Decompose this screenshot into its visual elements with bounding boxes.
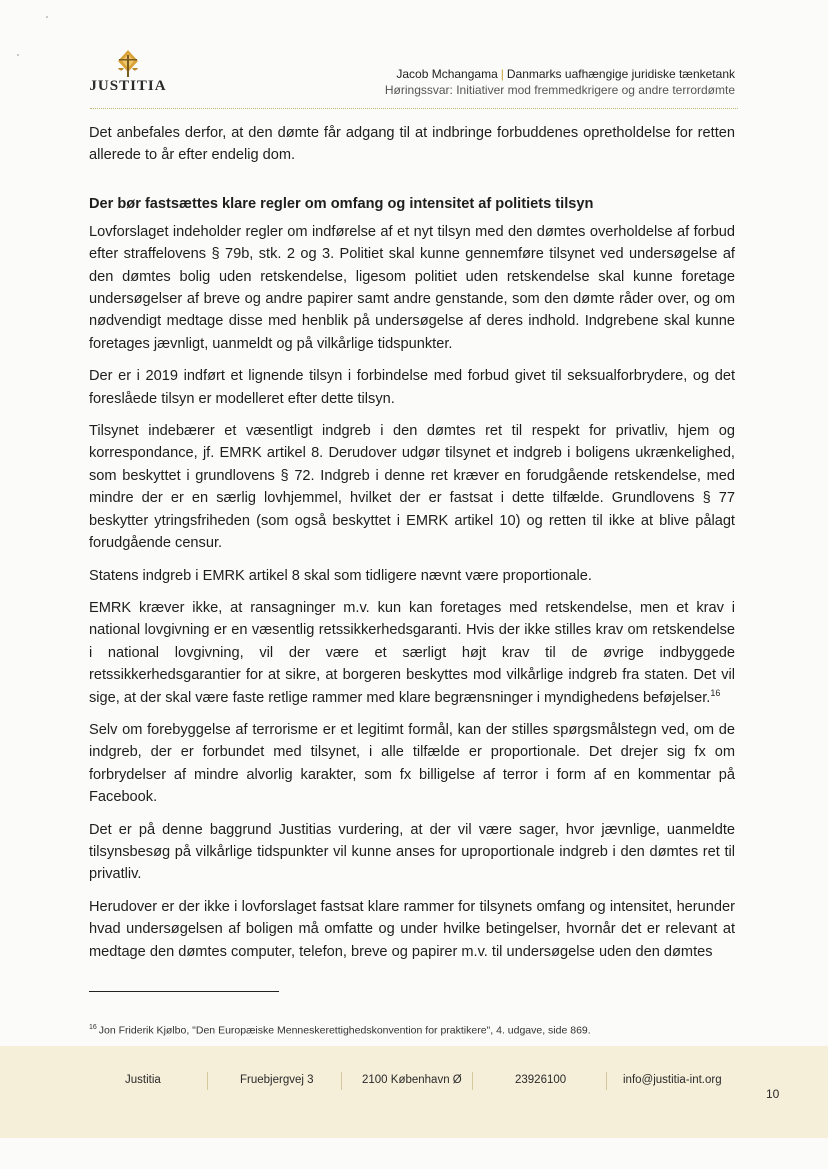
footer-divider: [472, 1072, 473, 1090]
footer-divider: [207, 1072, 208, 1090]
paragraph-9: Herudover er der ikke i lovforslaget fastsat klare rammer for tilsynets omfang og intensitet, herunder hvad undersøgelsen af boligen må omfatte og under hvilke betingelser, hvornår det er relevant at medtage den dømtes computer, telefon, breve og papirer m.v. til undersøgelse uden den dømtes: [89, 898, 735, 960]
footer-email[interactable]: info@justitia-int.org: [623, 1074, 722, 1086]
paragraph-2: Lovforslaget indeholder regler om indførelse af et nyt tilsyn med den dømtes overholdelse af forbud efter straffelovens § 79b, stk. 2 og 3. Politiet skal kunne gennemføre tilsynet ved undersøgelse af den dømtes bolig uden retskendelse, ligesom politiet uden retskendelse skal kunne foretage undersøgelser af breve og andre papirer samt andre genstande, som den dømte råder over, og om nødvendigt medtage disse med henblik på undersøgelse af deres indhold. Indgrebene skal kunne foretages jævnligt, uanmeldt og på vilkårlige tidspunkter.: [89, 223, 735, 352]
document-body: [89, 122, 735, 973]
page-footer: [0, 1072, 828, 1092]
paragraph-5: Statens indgreb i EMRK artikel 8 skal som tidligere nævnt være proportionale.: [89, 567, 592, 584]
header-author: Jacob Mchangama: [396, 67, 498, 81]
scan-speck: [46, 16, 48, 18]
footer-org: Justitia: [125, 1074, 161, 1086]
footnote-divider: [89, 991, 279, 992]
header-organization: Danmarks uafhængige juridiske tænketank: [506, 67, 735, 81]
footer-divider: [606, 1072, 607, 1090]
scan-speck: [17, 54, 19, 56]
paragraph-7: Selv om forebyggelse af terrorisme er et legitimt formål, kan der stilles spørgsmålstegn ved, om de indgreb, der er forbundet med tilsynet, i alle tilfælde er proportionale. Det drejer sig fx om forbrydelser af mindre alvorlig karakter, som fx billigelse af terror i form af en kommentar på Facebook.: [89, 721, 735, 806]
footer-phone: 23926100: [515, 1074, 567, 1086]
header-divider: [90, 108, 738, 109]
footer-street: Fruebjergvej 3: [240, 1074, 314, 1086]
paragraph-4: Tilsynet indebærer et væsentligt indgreb i den dømtes ret til respekt for privatliv, hjem og korrespondance, jf. EMRK artikel 8. Derudover udgør tilsynet et indgreb i boligens ukrænkelighed, som beskyttet i grundlovens § 72. Indgreb i denne ret kræver en forudgående retskendelse, med mindre der er en særlig lovhjemmel, hvilket der er fastsat i dette tilfælde. Grundlovens § 77 beskytter ytringsfriheden (som også beskyttet i EMRK artikel 10) og retten til ikke at blive pålagt forudgående censur.: [89, 423, 735, 552]
paragraph-6: [89, 597, 735, 709]
paragraph-3: Der er i 2019 indført et lignende tilsyn i forbindelse med forbud givet til seksualforbrydere, og det foreslåede tilsyn er modelleret efter dette tilsyn.: [89, 368, 735, 407]
scales-logo-icon: [108, 50, 148, 80]
section-heading: Der bør fastsættes klare regler om omfang og intensitet af politiets tilsyn: [89, 195, 594, 212]
footer-band: [0, 1046, 828, 1138]
logo-wordmark: JUSTITIA: [89, 78, 167, 94]
page-header: [385, 66, 735, 99]
footnote-number: 16: [89, 1024, 97, 1031]
justitia-logo: [88, 50, 168, 98]
header-separator: |: [500, 67, 504, 81]
footnote-reference[interactable]: 16: [710, 687, 721, 698]
paragraph-8: Det er på denne baggrund Justitias vurdering, at der vil være sager, hvor jævnlige, uanmeldte tilsynsbesøg på vilkårlige tidspunkter vil kunne anses for uproportionale indgreb i den dømtes ret til privatliv.: [89, 821, 735, 883]
footer-city: 2100 København Ø: [362, 1074, 462, 1086]
paragraph-1: Det anbefales derfor, at den dømte får adgang til at indbringe forbuddenes opretholdelse for retten allerede to år efter endelig dom.: [89, 125, 735, 164]
footnote: [89, 1024, 591, 1037]
footer-divider: [341, 1072, 342, 1090]
footnote-text: Jon Friderik Kjølbo, "Den Europæiske Menneskerettighedskonvention for praktikere", 4. udgave, side 869.: [98, 1024, 591, 1037]
page-number: 10: [766, 1087, 780, 1101]
paragraph-6-text: EMRK kræver ikke, at ransagninger m.v. kun kan foretages med retskendelse, men et krav i national lovgivning er en væsentlig retssikkerhedsgaranti. Hvis der ikke stilles krav om retskendelse i national lovgivning, vil der være et særligt højt krav til de øvrige indbyggede retssikkerhedsgarantier for at sikre, at borgeren beskyttes mod vilkårlige indgreb fra staten. Det vil sige, at der skal være faste retlige rammer med klare begrænsninger i myndighedens beføjelser.: [89, 599, 735, 706]
header-subtitle: Høringssvar: Initiativer mod fremmedkrigere og andre terrordømte: [384, 83, 735, 97]
